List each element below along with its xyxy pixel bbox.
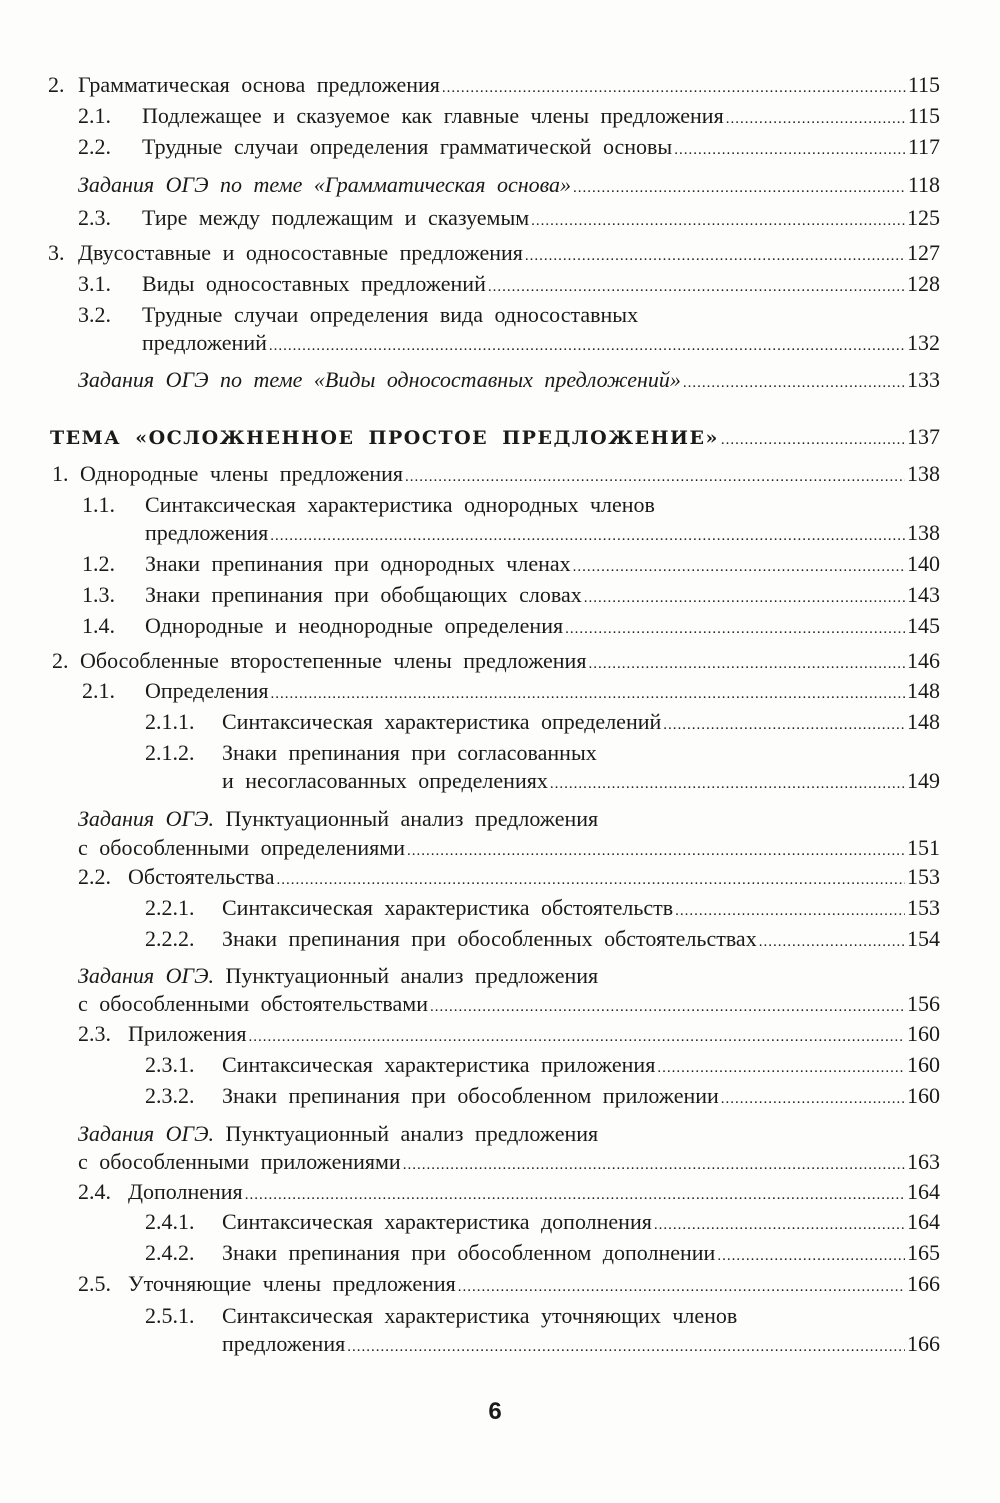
toc-entry [128,1178,940,1209]
toc-entry-title: Трудные случаи определения грамматической основы [142,134,673,159]
task-label: Задания ОГЭ по теме «Грамматическая основа» [78,172,572,197]
toc-entry-page: 166 [907,1331,940,1356]
toc-entry [128,1270,940,1301]
task-label: Задания ОГЭ. [78,963,214,988]
dot-leader [584,584,905,612]
dot-leader [573,174,906,202]
dot-leader [270,522,905,550]
toc-entry-number: 2.1. [78,103,111,128]
toc-entry [78,990,940,1021]
dot-leader [430,993,905,1021]
toc-entry-page: 160 [907,1083,940,1108]
toc-entry-title: предложения [222,1331,346,1356]
toc-entry [142,329,940,360]
toc-entry-number: 2.3. [78,1021,111,1046]
task-label: Задания ОГЭ по теме «Виды односоставных предложений» [78,367,681,392]
dot-leader [525,242,905,270]
dot-leader [407,837,905,865]
dot-leader [759,928,905,956]
dot-leader [588,650,905,678]
toc-entry [78,239,940,270]
dot-leader [277,866,905,894]
toc-entry-page: 165 [907,1240,940,1265]
toc-entry-number: 1.3. [82,582,115,607]
toc-entry [78,171,940,202]
toc-entry [78,366,940,397]
toc-entry-page: 145 [907,613,940,638]
toc-entry-title: Обособленные второстепенные члены предложения [80,648,587,673]
toc-entry-number: 2. [48,72,65,97]
toc-entry [222,708,940,739]
toc-entry-number: 2.5.1. [145,1303,195,1328]
dot-leader [565,615,905,643]
toc-entry-title: Однородные и неоднородные определения [145,613,564,638]
toc-entry-page: 166 [907,1271,940,1296]
toc-entry-page: 149 [907,768,940,793]
toc-entry [145,550,940,581]
toc-entry-title: Синтаксическая характеристика обстоятельств [222,895,674,920]
toc-entry [50,423,940,454]
dot-leader [657,1054,905,1082]
dot-leader [405,463,905,491]
toc-entry-number: 2.4. [78,1179,111,1204]
toc-entry [80,647,940,678]
toc-entry [142,133,940,164]
toc-entry [222,767,940,798]
toc-entry-title: Обстоятельства [128,864,275,889]
toc-entry [222,1239,940,1270]
toc-entry [142,102,940,133]
toc-entry-number: 2.1.1. [145,709,195,734]
toc-entry-title: Синтаксическая характеристика дополнения [222,1209,652,1234]
toc-entry-page: 163 [907,1149,940,1174]
dot-leader [674,136,906,164]
toc-entry-page: 160 [907,1052,940,1077]
toc-entry-number: 2.4.2. [145,1240,195,1265]
toc-entry-number: 2.3.2. [145,1083,195,1108]
toc-entry-title: Двусоставные и односоставные предложения [78,240,523,265]
toc-entry-title: с обособленными определениями [78,835,405,860]
toc-entry [222,894,940,925]
toc-entry-first-line [78,962,598,990]
toc-entry [78,834,940,865]
toc-entry [222,1051,940,1082]
toc-entry-title: Знаки препинания при обособленном дополнении [222,1240,716,1265]
toc-entry-title: Тире между подлежащим и сказуемым [142,205,530,230]
toc-entry [80,460,940,491]
toc-entry-number: 3.1. [78,271,111,296]
toc-entry-page: 125 [907,205,940,230]
dot-leader [442,74,906,102]
toc-entry-title: с обособленными приложениями [78,1149,401,1174]
toc-entry-number: 2.3. [78,205,111,230]
toc-entry-page: 160 [907,1021,940,1046]
toc-entry-page: 148 [907,678,940,703]
toc-entry-title: Знаки препинания при обособленных обстоятельствах [222,926,757,951]
toc-entry-page: 153 [907,864,940,889]
dot-leader [726,105,906,133]
dot-leader [269,332,905,360]
toc-entry-page: 164 [907,1179,940,1204]
toc-entry-title: Знаки препинания при обобщающих словах [145,582,582,607]
toc-entry-page: 117 [907,134,940,159]
dot-leader [675,897,905,925]
toc-entry [128,1020,940,1051]
toc-entry-page: 127 [907,240,940,265]
dot-leader [531,207,905,235]
toc-entry-page: 143 [907,582,940,607]
dot-leader [573,553,905,581]
toc-entry-number: 1.4. [82,613,115,638]
toc-entry-title: предложения [145,520,269,545]
toc-entry-title: Дополнения [128,1179,243,1204]
dot-leader [721,1085,905,1113]
dot-leader [717,1242,905,1270]
toc-entry-page: 153 [907,895,940,920]
toc-entry [78,1148,940,1179]
dot-leader [550,770,905,798]
toc-entry [222,1330,940,1361]
toc-entry-page: 138 [907,461,940,486]
toc-entry-title: Знаки препинания при однородных членах [145,551,571,576]
toc-entry-title: Однородные члены предложения [80,461,404,486]
dot-leader [721,426,905,454]
toc-entry-number: 2.4.1. [145,1209,195,1234]
toc-entry [145,677,940,708]
toc-entry-number: 2.2. [78,134,111,159]
toc-entry-line1: Синтаксическая характеристика уточняющих членов [222,1303,738,1328]
toc-entry [78,71,940,102]
toc-entry-line1: Пунктуационный анализ предложения [225,1121,599,1146]
toc-entry-title: Определения [145,678,269,703]
toc-entry-number: 3. [48,240,65,265]
toc-entry-page: 133 [907,367,940,392]
section-heading: ТЕМА «ОСЛОЖНЕННОЕ ПРОСТОЕ ПРЕДЛОЖЕНИЕ» [50,427,719,449]
toc-entry-number: 1. [52,461,69,486]
toc-entry-number: 2.1. [82,678,115,703]
toc-entry-page: 128 [907,271,940,296]
task-label: Задания ОГЭ. [78,806,214,831]
task-label: Задания ОГЭ. [78,1121,214,1146]
toc-entry [145,581,940,612]
toc-entry [222,1082,940,1113]
toc-entry-number: 2.3.1. [145,1052,195,1077]
dot-leader [271,680,905,708]
dot-leader [663,711,905,739]
toc-entry-page: 115 [907,72,940,97]
toc-entry-first-line [78,1120,598,1148]
dot-leader [403,1151,905,1179]
toc-entry-line1: Пунктуационный анализ предложения [225,963,599,988]
toc-entry-line1: Знаки препинания при согласованных [222,740,597,765]
toc-entry-number: 2.2.1. [145,895,195,920]
dot-leader [458,1273,905,1301]
toc-entry-line1: Трудные случаи определения вида односоставных [142,302,639,327]
toc-entry-number: 2. [52,648,69,673]
toc-entry [145,612,940,643]
toc-entry-page: 154 [907,926,940,951]
dot-leader [683,369,905,397]
dot-leader [248,1023,905,1051]
dot-leader [245,1181,905,1209]
dot-leader [347,1333,905,1361]
toc-entry-page: 146 [907,648,940,673]
toc-entry-number: 2.2.2. [145,926,195,951]
toc-entry-title: Знаки препинания при обособленном приложении [222,1083,719,1108]
dot-leader [488,273,905,301]
toc-entry-first-line [78,805,598,833]
toc-entry [145,519,940,550]
toc-entry-page: 151 [907,835,940,860]
toc-entry-line1: Пунктуационный анализ предложения [225,806,599,831]
toc-entry-title: Синтаксическая характеристика приложения [222,1052,656,1077]
toc-entry-number: 1.1. [82,492,115,517]
toc-entry-title: с обособленными обстоятельствами [78,991,428,1016]
toc-entry-title: Приложения [128,1021,247,1046]
toc-entry-page: 137 [907,424,940,449]
toc-entry-title: предложений [142,330,267,355]
toc-entry-number: 1.2. [82,551,115,576]
toc-entry-number: 2.1.2. [145,740,195,765]
toc-entry [222,1208,940,1239]
toc-entry-title: Виды односоставных предложений [142,271,486,296]
toc-entry-number: 2.5. [78,1271,111,1296]
toc-entry-page: 118 [907,172,940,197]
toc-entry-title: Грамматическая основа предложения [78,72,440,97]
toc-entry-title: и несогласованных определениях [222,768,548,793]
toc-entry-page: 132 [907,330,940,355]
toc-entry-page: 164 [907,1209,940,1234]
toc-entry-page: 148 [907,709,940,734]
toc-entry-page: 115 [907,103,940,128]
toc-entry-title: Подлежащее и сказуемое как главные члены предложения [142,103,724,128]
dot-leader [654,1211,905,1239]
toc-entry-page: 138 [907,520,940,545]
toc-entry-page: 156 [907,991,940,1016]
page-number: 6 [488,1398,502,1425]
toc-entry [142,204,940,235]
toc-entry-title: Уточняющие члены предложения [128,1271,456,1296]
toc-entry-number: 3.2. [78,302,111,327]
toc-entry-line1: Синтаксическая характеристика однородных членов [145,492,655,517]
toc-entry [142,270,940,301]
toc-entry [128,863,940,894]
toc-entry-title: Синтаксическая характеристика определений [222,709,662,734]
toc-entry [222,925,940,956]
toc-entry-page: 140 [907,551,940,576]
toc-entry-number: 2.2. [78,864,111,889]
